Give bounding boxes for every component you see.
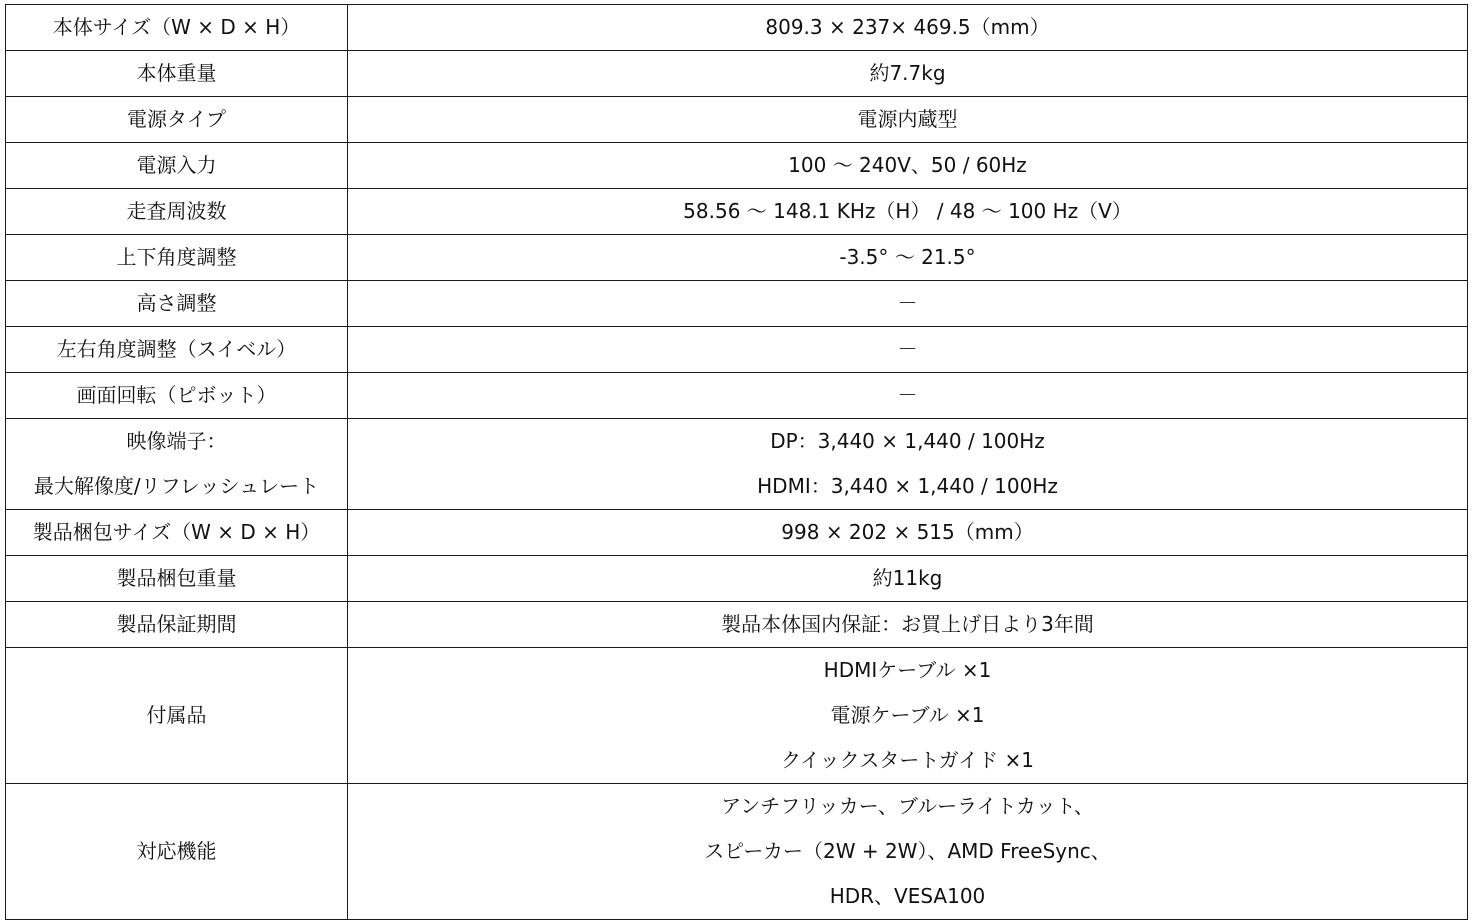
spec-value: 電源ケーブル ×1 bbox=[830, 703, 985, 727]
spec-row bbox=[6, 235, 1468, 281]
spec-value: － bbox=[897, 337, 918, 361]
spec-label-cell bbox=[6, 327, 348, 373]
spec-row bbox=[6, 510, 1468, 556]
spec-label: 対応機能 bbox=[136, 839, 217, 863]
spec-label: 本体重量 bbox=[136, 61, 217, 85]
spec-value: HDMIケーブル ×1 bbox=[823, 658, 992, 682]
spec-label-cell bbox=[6, 510, 348, 556]
spec-label: 走査周波数 bbox=[126, 199, 227, 223]
spec-value: HDR、VESA100 bbox=[829, 884, 986, 908]
spec-row bbox=[6, 5, 1468, 51]
spec-row bbox=[6, 97, 1468, 143]
spec-row bbox=[6, 419, 1468, 510]
spec-value: 電源内蔵型 bbox=[857, 107, 958, 131]
spec-label-cell bbox=[6, 189, 348, 235]
spec-value: 約7.7kg bbox=[869, 61, 946, 85]
spec-value-cell bbox=[348, 419, 1468, 510]
spec-row bbox=[6, 602, 1468, 648]
spec-label-cell bbox=[6, 784, 348, 920]
spec-label: 画面回転（ピボット） bbox=[76, 383, 277, 407]
spec-label-cell bbox=[6, 281, 348, 327]
spec-label-cell bbox=[6, 97, 348, 143]
spec-label: 製品保証期間 bbox=[116, 612, 237, 636]
spec-value-cell bbox=[348, 648, 1468, 784]
spec-label: 電源入力 bbox=[136, 153, 217, 177]
spec-row bbox=[6, 784, 1468, 920]
spec-label: 高さ調整 bbox=[136, 291, 217, 315]
spec-value: － bbox=[897, 291, 918, 315]
spec-row bbox=[6, 189, 1468, 235]
spec-value: DP：3,440 × 1,440 / 100Hz bbox=[770, 429, 1045, 453]
spec-value: － bbox=[897, 383, 918, 407]
spec-value: 58.56 ～ 148.1 KHz（H） / 48 ～ 100 Hz（V） bbox=[683, 199, 1132, 223]
spec-row bbox=[6, 556, 1468, 602]
spec-value-cell bbox=[348, 5, 1468, 51]
spec-value: 998 × 202 × 515（mm） bbox=[781, 520, 1034, 544]
spec-row bbox=[6, 51, 1468, 97]
spec-label-cell bbox=[6, 648, 348, 784]
spec-value: 100 ～ 240V、50 / 60Hz bbox=[788, 153, 1027, 177]
spec-value: HDMI：3,440 × 1,440 / 100Hz bbox=[757, 474, 1058, 498]
spec-row bbox=[6, 648, 1468, 784]
spec-label-cell bbox=[6, 51, 348, 97]
spec-value: 約11kg bbox=[872, 566, 943, 590]
spec-value-cell bbox=[348, 784, 1468, 920]
spec-label: 電源タイプ bbox=[127, 107, 226, 131]
spec-value-cell bbox=[348, 602, 1468, 648]
spec-label-cell bbox=[6, 5, 348, 51]
spec-label-cell bbox=[6, 235, 348, 281]
spec-label: 製品梱包重量 bbox=[116, 566, 237, 590]
spec-row bbox=[6, 281, 1468, 327]
spec-table-body bbox=[6, 5, 1468, 920]
spec-row bbox=[6, 327, 1468, 373]
spec-value: クイックスタートガイド ×1 bbox=[780, 748, 1035, 772]
spec-value-cell bbox=[348, 281, 1468, 327]
spec-value-cell bbox=[348, 97, 1468, 143]
spec-value-cell bbox=[348, 143, 1468, 189]
spec-label: 映像端子： bbox=[126, 429, 227, 453]
spec-label: 製品梱包サイズ（W × D × H） bbox=[32, 520, 321, 544]
spec-label-cell bbox=[6, 373, 348, 419]
spec-label: 付属品 bbox=[146, 703, 207, 727]
spec-label-cell bbox=[6, 556, 348, 602]
spec-label-cell bbox=[6, 143, 348, 189]
spec-value-cell bbox=[348, 327, 1468, 373]
spec-value: -3.5° ～ 21.5° bbox=[839, 245, 976, 269]
spec-value-cell bbox=[348, 189, 1468, 235]
spec-value-cell bbox=[348, 556, 1468, 602]
spec-row bbox=[6, 373, 1468, 419]
spec-value: アンチフリッカー、ブルーライトカット、 bbox=[721, 794, 1094, 818]
spec-value-cell bbox=[348, 51, 1468, 97]
spec-label-cell bbox=[6, 419, 348, 510]
spec-label: 上下角度調整 bbox=[116, 245, 237, 269]
spec-row bbox=[6, 143, 1468, 189]
spec-table bbox=[5, 4, 1468, 920]
spec-label-cell bbox=[6, 602, 348, 648]
spec-value-cell bbox=[348, 235, 1468, 281]
spec-value: スピーカー（2W + 2W）、AMD FreeSync、 bbox=[704, 839, 1111, 863]
spec-label: 本体サイズ（W × D × H） bbox=[52, 15, 301, 39]
spec-label: 最大解像度/リフレッシュレート bbox=[33, 474, 320, 498]
spec-label: 左右角度調整（スイベル） bbox=[56, 337, 297, 361]
spec-value-cell bbox=[348, 373, 1468, 419]
spec-value: 809.3 × 237× 469.5（mm） bbox=[765, 15, 1050, 39]
spec-value-cell bbox=[348, 510, 1468, 556]
spec-value: 製品本体国内保証：お買上げ日より3年間 bbox=[721, 612, 1094, 636]
